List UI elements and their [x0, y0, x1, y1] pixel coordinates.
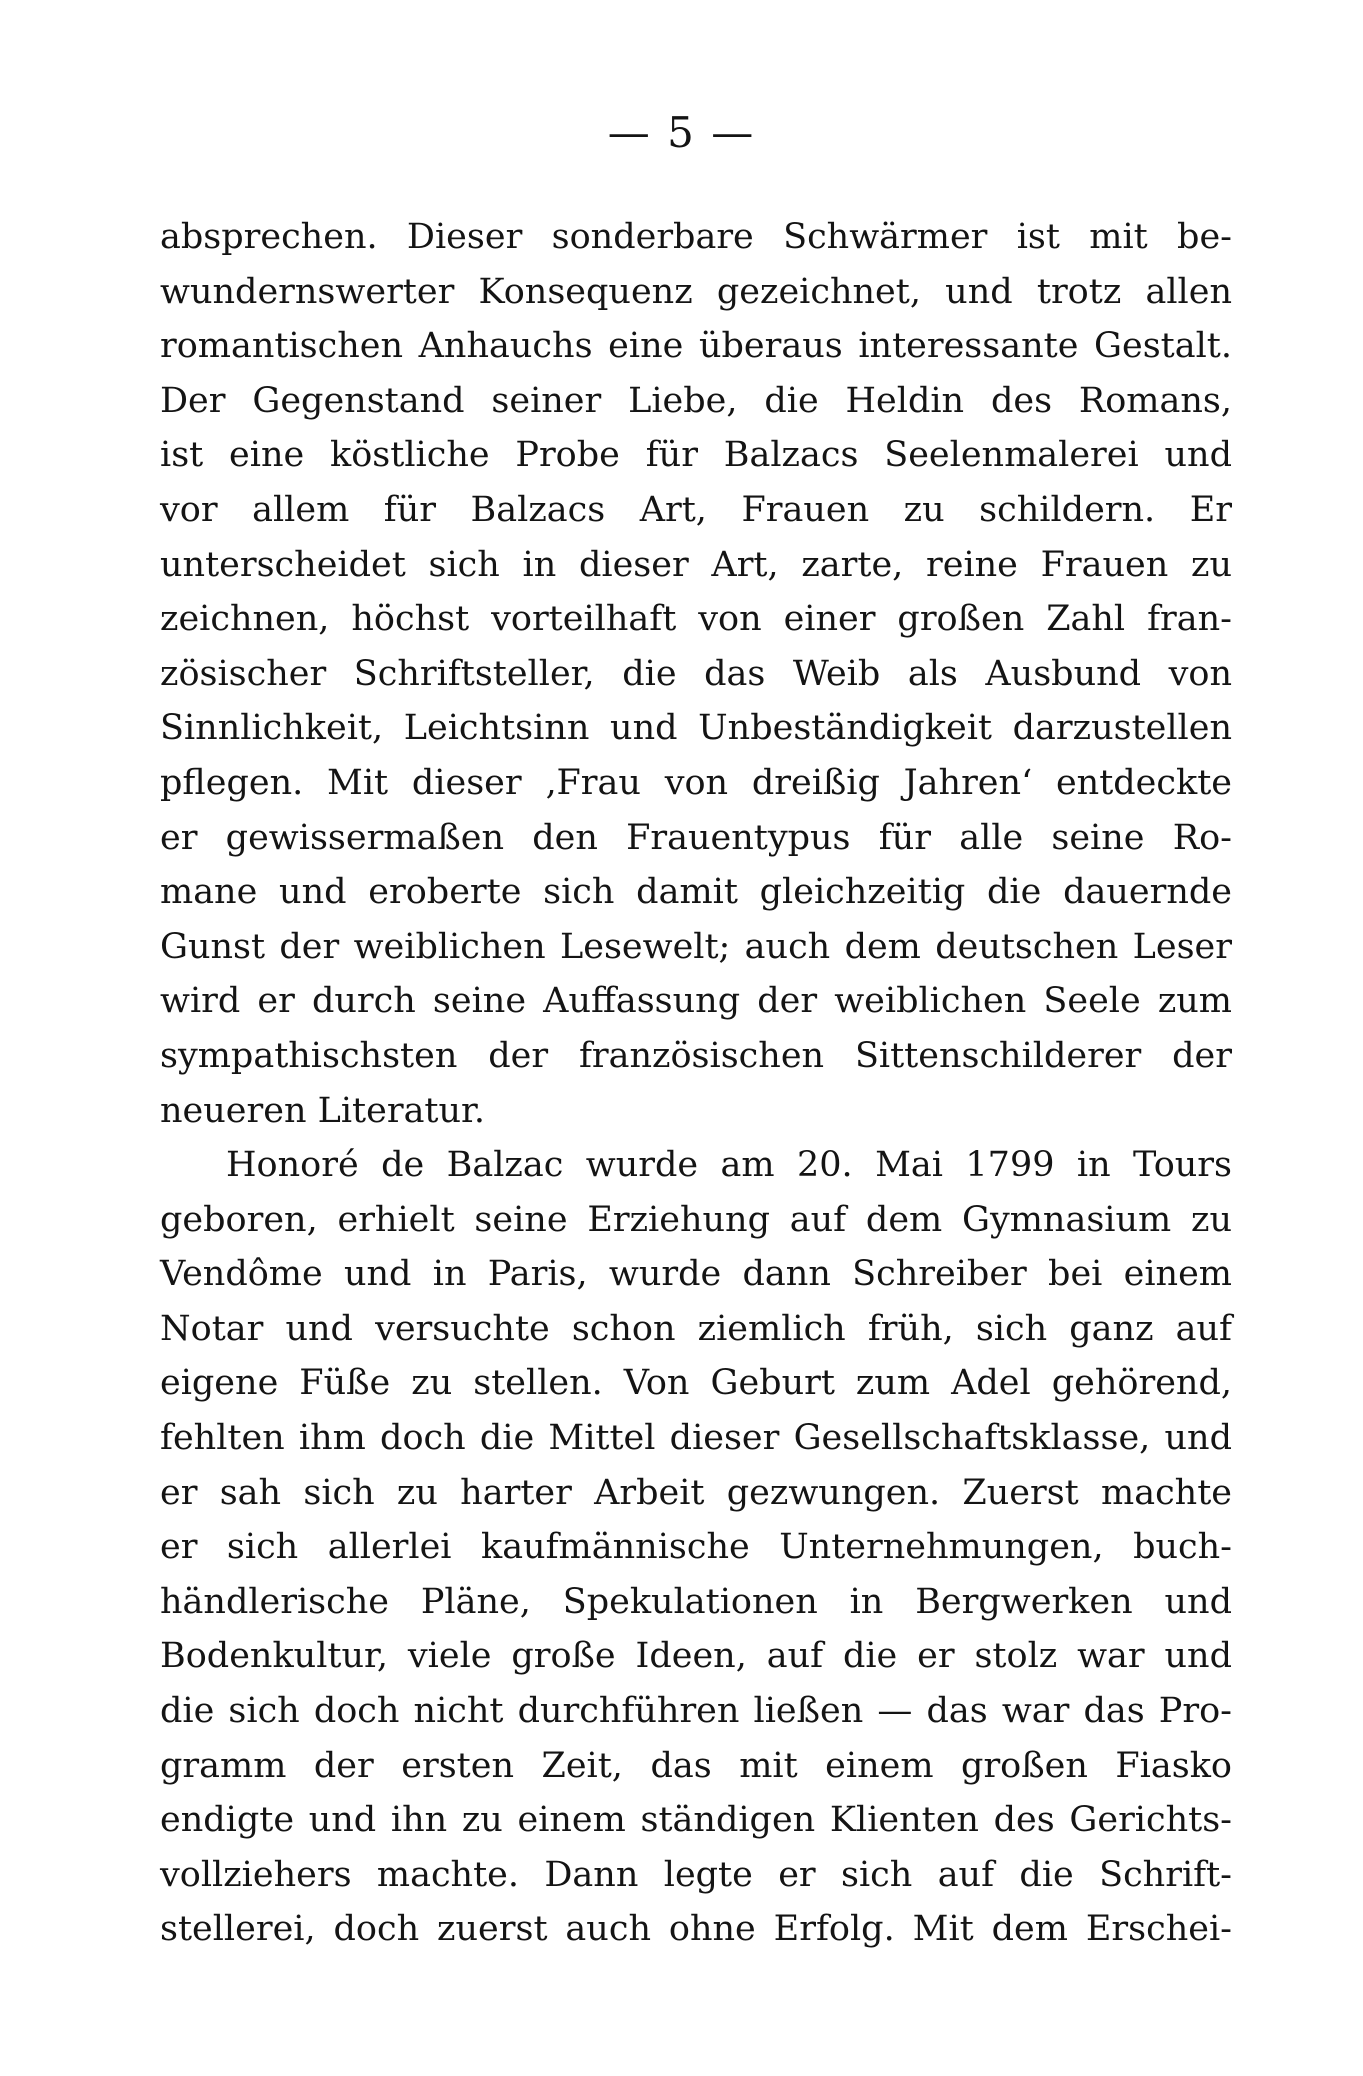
text-line: zösischer Schriftsteller, die das Weib als Ausbund von	[160, 653, 1232, 694]
text-line: unterscheidet sich in dieser Art, zarte, reine Frauen zu	[160, 544, 1232, 585]
text-line: gramm der ersten Zeit, das mit einem großen Fiasko	[160, 1745, 1232, 1786]
text-line: er sah sich zu harter Arbeit gezwungen. Zuerst machte	[160, 1472, 1232, 1513]
text-line: Der Gegenstand seiner Liebe, die Heldin des Romans,	[160, 380, 1232, 421]
paragraph-2	[160, 1138, 1232, 1957]
text-line: Gunst der weiblichen Lesewelt; auch dem deutschen Leser	[160, 926, 1232, 967]
text-line: er gewissermaßen den Frauentypus für alle seine Ro-	[160, 817, 1232, 858]
text-line: romantischen Anhauchs eine überaus interessante Gestalt.	[160, 326, 1232, 367]
text-line: Vendôme und in Paris, wurde dann Schreiber bei einem	[160, 1254, 1232, 1295]
text-line: Bodenkultur, viele große Ideen, auf die er stolz war und	[160, 1636, 1232, 1677]
text-line: neueren Literatur.	[160, 1090, 486, 1131]
text-line: fehlten ihm doch die Mittel dieser Gesellschaftsklasse, und	[160, 1418, 1232, 1459]
page-number: — 5 —	[607, 108, 756, 157]
text-line: endigte und ihn zu einem ständigen Klienten des Gerichts-	[160, 1800, 1232, 1841]
text-line: zeichnen, höchst vorteilhaft von einer großen Zahl fran-	[160, 599, 1232, 640]
text-line: händlerische Pläne, Spekulationen in Bergwerken und	[160, 1581, 1232, 1622]
text-line: vollziehers machte. Dann legte er sich auf die Schrift-	[160, 1854, 1232, 1895]
text-line: ist eine köstliche Probe für Balzacs Seelenmalerei und	[160, 435, 1232, 476]
text-line: er sich allerlei kaufmännische Unternehmungen, buch-	[160, 1527, 1232, 1568]
text-line: stellerei, doch zuerst auch ohne Erfolg. Mit dem Erschei-	[160, 1909, 1232, 1950]
text-line: absprechen. Dieser sonderbare Schwärmer ist mit be-	[160, 217, 1232, 257]
text-line: eigene Füße zu stellen. Von Geburt zum Adel gehörend,	[160, 1363, 1232, 1404]
text-line: sympathischsten der französischen Sittenschilderer der	[160, 1035, 1232, 1076]
body-text	[160, 210, 1232, 1957]
paragraph-1	[160, 210, 1232, 1138]
text-line: Sinnlichkeit, Leichtsinn und Unbeständigkeit darzustellen	[160, 708, 1232, 749]
text-line: Honoré de Balzac wurde am 20. Mai 1799 in Tours	[226, 1145, 1232, 1186]
text-line: wundernswerter Konsequenz gezeichnet, und trotz allen	[160, 271, 1232, 312]
text-line: geboren, erhielt seine Erziehung auf dem Gymnasium zu	[160, 1199, 1232, 1240]
text-line: die sich doch nicht durchführen ließen — das war das Pro-	[160, 1691, 1232, 1732]
text-line: pflegen. Mit dieser ‚Frau von dreißig Jahren‘ entdeckte	[160, 762, 1232, 803]
text-line: mane und eroberte sich damit gleichzeitig die dauernde	[160, 872, 1232, 913]
text-line: wird er durch seine Auffassung der weiblichen Seele zum	[160, 981, 1232, 1022]
text-line: Notar und versuchte schon ziemlich früh, sich ganz auf	[160, 1308, 1232, 1349]
text-line: vor allem für Balzacs Art, Frauen zu schildern. Er	[160, 489, 1232, 530]
